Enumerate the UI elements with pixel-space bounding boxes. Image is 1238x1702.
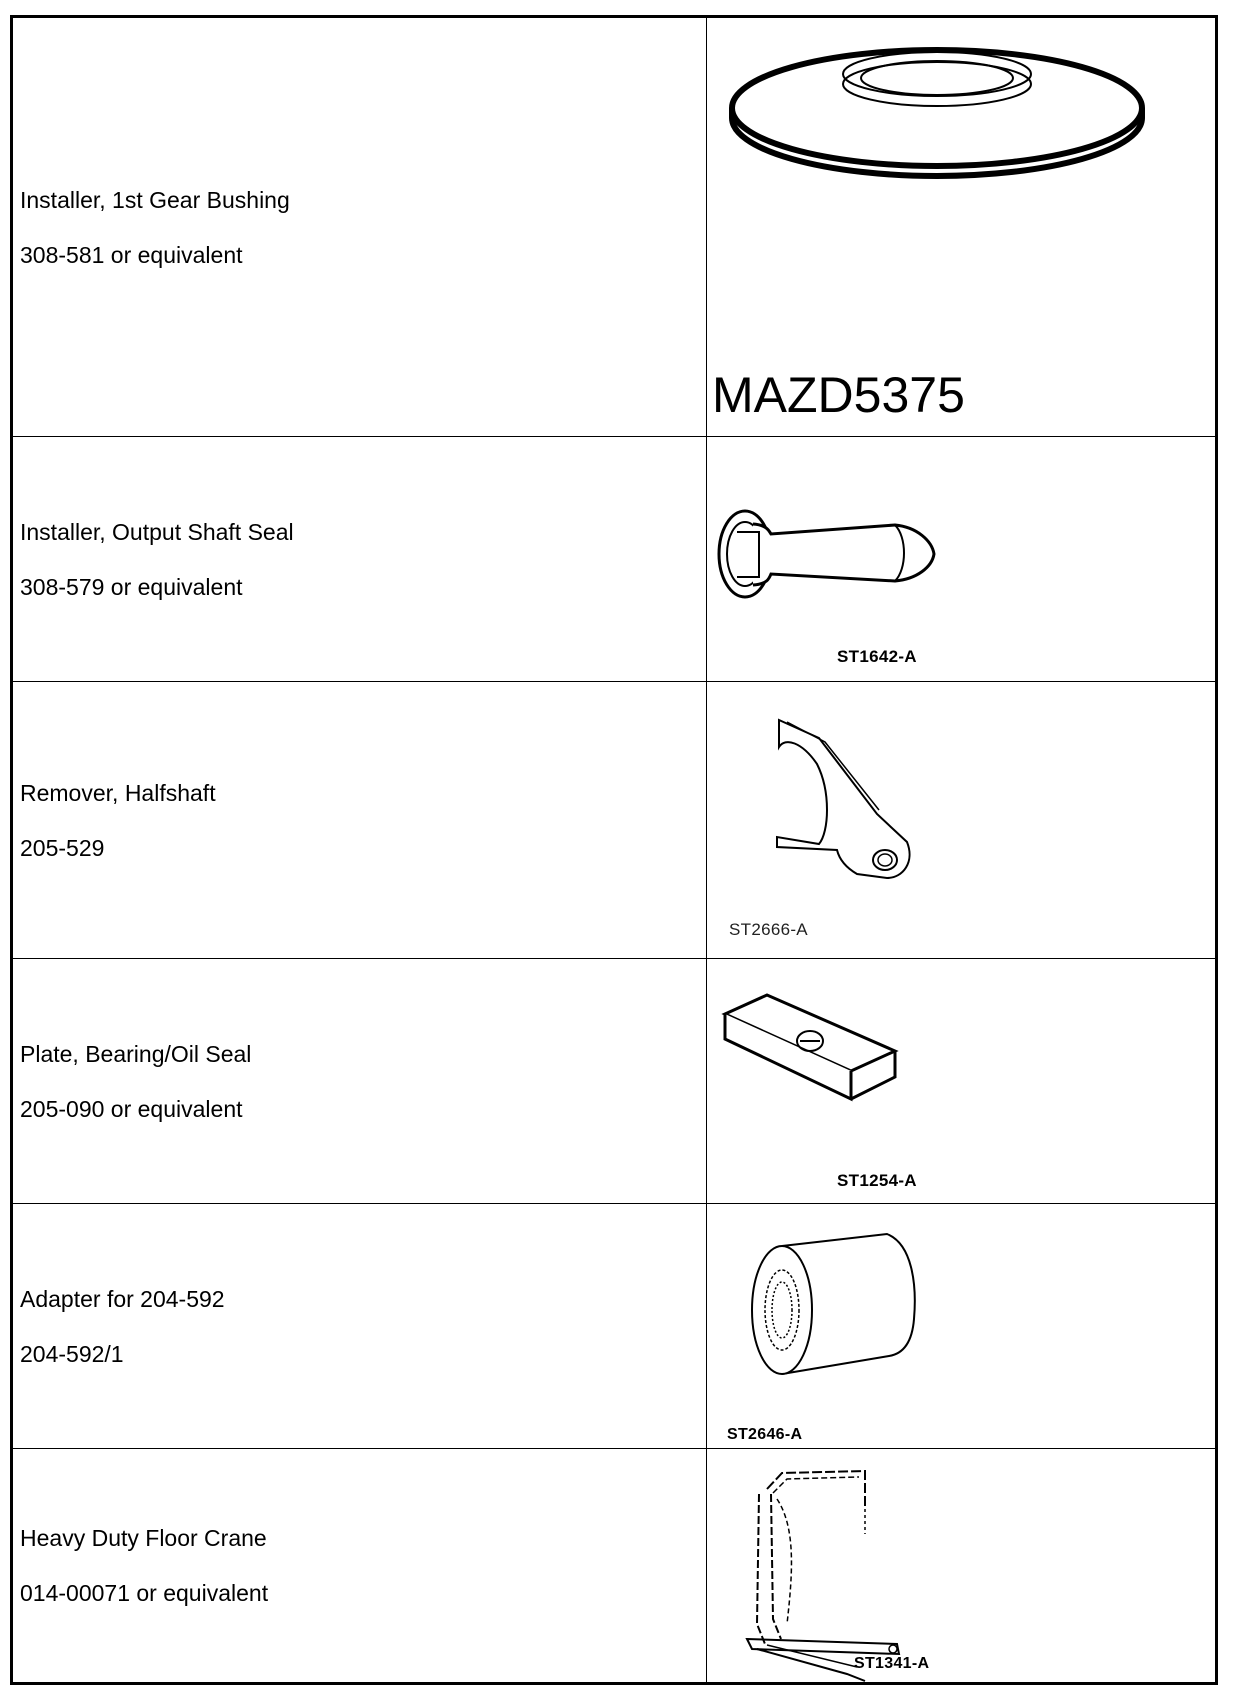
tool-number: 204-592/1 <box>20 1340 124 1367</box>
floor-crane-icon <box>707 1449 1217 1683</box>
adapter-sleeve-icon <box>707 1204 1217 1449</box>
image-code: ST2666-A <box>729 920 808 939</box>
tool-name: Heavy Duty Floor Crane <box>20 1525 267 1551</box>
table-row <box>13 958 1215 1203</box>
tool-description-cell <box>20 959 700 1203</box>
tool-illustration-cell <box>707 18 1215 436</box>
tool-description-cell <box>20 1204 700 1448</box>
bearing-plate-icon <box>707 959 1217 1204</box>
image-code: MAZD5375 <box>712 367 965 423</box>
tool-number: 205-090 or equivalent <box>20 1095 243 1122</box>
table-row <box>13 1203 1215 1448</box>
table-row <box>13 18 1215 436</box>
special-tools-table <box>10 15 1218 1685</box>
tool-description-cell <box>20 18 700 436</box>
tool-name: Adapter for 204-592 <box>20 1285 225 1312</box>
table-row <box>13 681 1215 958</box>
image-code: ST1254-A <box>837 1171 917 1190</box>
tool-description-cell <box>20 682 700 958</box>
table-row <box>13 1448 1215 1682</box>
tool-number: 308-579 or equivalent <box>20 573 243 600</box>
tool-illustration-cell <box>707 959 1215 1203</box>
image-code: ST1642-A <box>837 647 917 666</box>
tool-illustration-cell <box>707 682 1215 958</box>
image-code: ST1341-A <box>854 1655 930 1672</box>
tool-illustration-cell <box>707 1204 1215 1448</box>
tool-number: 014-00071 or equivalent <box>20 1580 269 1606</box>
tool-name: Installer, Output Shaft Seal <box>20 518 294 545</box>
tool-illustration-cell <box>707 1449 1215 1682</box>
tool-illustration-cell <box>707 437 1215 681</box>
tool-name: Installer, 1st Gear Bushing <box>20 186 290 213</box>
tool-name: Remover, Halfshaft <box>20 779 216 806</box>
seal-installer-icon <box>707 437 1217 682</box>
tool-description-cell <box>20 1449 700 1682</box>
tool-description-cell <box>20 437 700 681</box>
image-code: ST2646-A <box>727 1426 803 1443</box>
tool-name: Plate, Bearing/Oil Seal <box>20 1040 252 1067</box>
tool-number: 308-581 or equivalent <box>20 241 243 268</box>
halfshaft-remover-icon <box>707 682 1217 959</box>
tool-number: 205-529 <box>20 834 105 861</box>
table-row <box>13 436 1215 681</box>
